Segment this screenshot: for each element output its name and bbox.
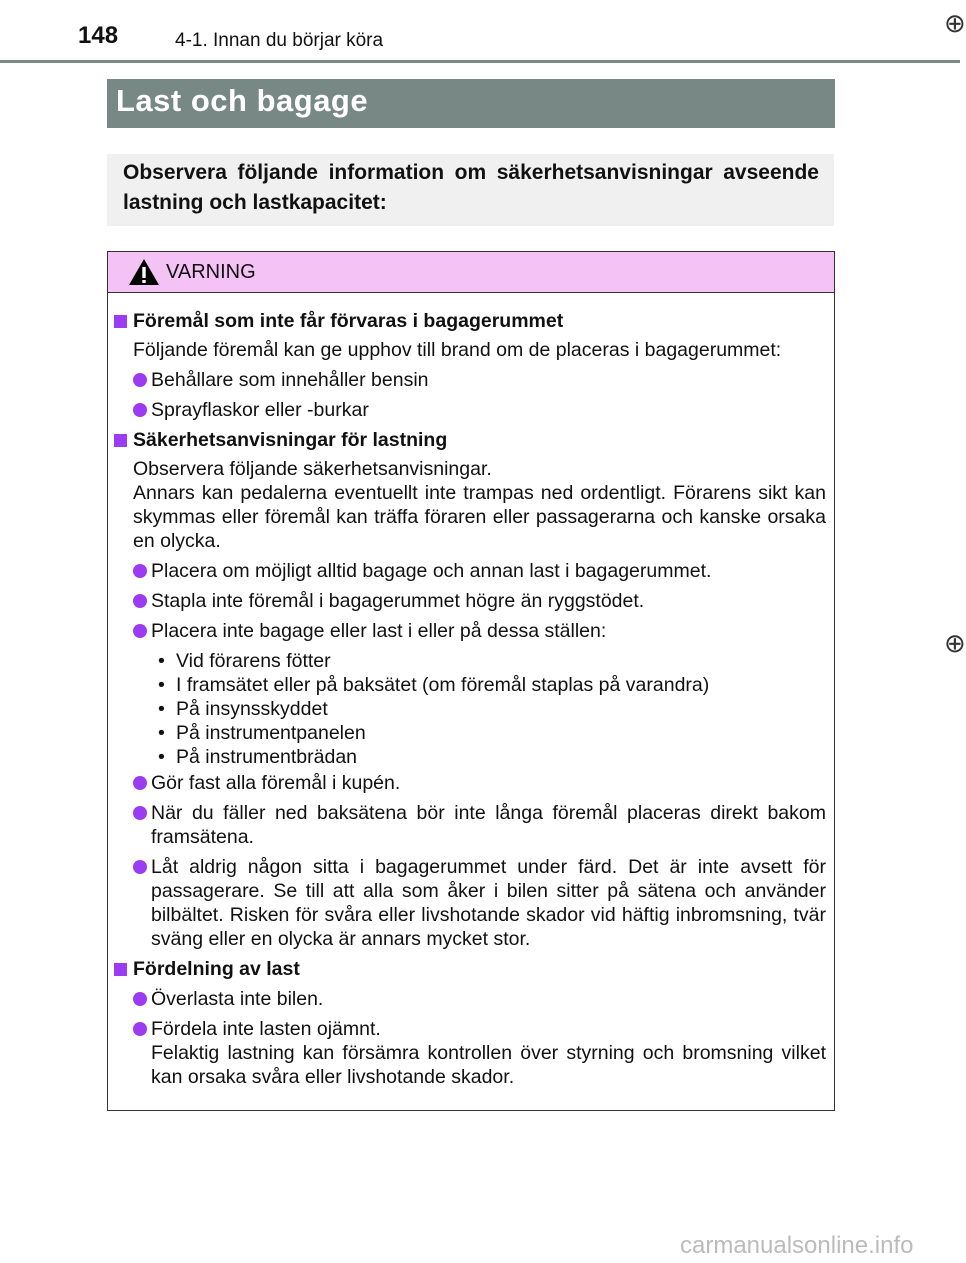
crosshair-icon: ⊕ [944, 628, 966, 658]
heading: Säkerhetsanvisningar för lastning [114, 428, 826, 452]
warning-label: VARNING [166, 260, 256, 283]
intro-text: Observera följande information om säkerhetsanvisningar avseende lastning och lastkapacitet: [107, 154, 834, 226]
bullet: Fördela inte lasten ojämnt. [114, 1017, 826, 1041]
bullet: Behållare som innehåller bensin [114, 368, 826, 392]
heading: Fördelning av last [114, 957, 826, 981]
warning-box [107, 251, 835, 1111]
dot-item: • På instrumentpanelen [114, 721, 826, 745]
section-title: 4-1. Innan du börjar köra [175, 30, 384, 51]
bullet: Sprayflaskor eller -burkar [114, 398, 826, 422]
dot-item: • I framsätet eller på baksätet (om föremål staplas på varandra) [114, 673, 826, 697]
warning-icon [128, 258, 160, 286]
bullet: Placera om möjligt alltid bagage och annan last i bagagerummet. [114, 559, 826, 583]
bullet: Stapla inte föremål i bagagerummet högre än ryggstödet. [114, 589, 826, 613]
bullet: Gör fast alla föremål i kupén. [114, 771, 826, 795]
paragraph: Observera följande säkerhetsanvisningar. [133, 458, 492, 480]
page-title: Last och bagage [107, 79, 835, 128]
bullet: Överlasta inte bilen. [114, 987, 826, 1011]
bullet: Placera inte bagage eller last i eller på dessa ställen: [114, 619, 826, 643]
crosshair-icon: ⊕ [944, 8, 966, 38]
header-rule [0, 60, 960, 63]
page-number: 148 [78, 22, 119, 49]
dot-item: • På instrumentbrädan [114, 745, 826, 769]
warning-header [108, 252, 834, 293]
bullet: Låt aldrig någon sitta i bagagerummet under färd. Det är inte avsett för passagerare. Se till att alla som åker i bilen sitter på sätena och använder bilbältet. Risken för svåra eller livshotande skador vid häftig inbromsning, tvär sväng eller en olycka är annars mycket stor. [114, 855, 826, 951]
dot-item: • På insynsskyddet [114, 697, 826, 721]
dot-item: • Vid förarens fötter [114, 649, 826, 673]
paragraph: Felaktig lastning kan försämra kontrollen över styrning och bromsning vilket kan orsaka svåra eller livshotande skador. [151, 1042, 826, 1088]
heading: Föremål som inte får förvaras i bagagerummet [114, 309, 826, 333]
watermark: carmanualsonline.info [680, 1232, 914, 1259]
bullet: När du fäller ned baksätena bör inte långa föremål placeras direkt bakom framsätena. [114, 801, 826, 849]
paragraph: Annars kan pedalerna eventuellt inte trampas ned ordentligt. Förarens sikt kan skymmas eller föremål kan träffa föraren eller passagerarna och kanske orsaka en olycka. [133, 482, 826, 552]
paragraph: Följande föremål kan ge upphov till brand om de placeras i bagagerummet: [133, 339, 782, 361]
